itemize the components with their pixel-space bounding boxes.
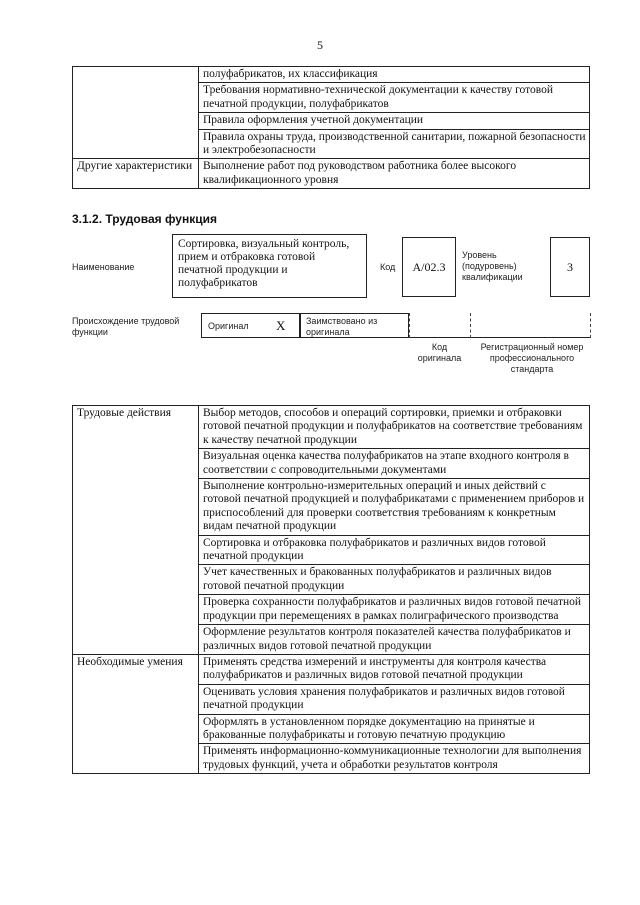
labor-action-item: Сортировка и отбраковка полуфабрикатов и различных видов готовой печатной продукции bbox=[199, 535, 590, 565]
required-skill-item: Оценивать условия хранения полуфабрикатов и различных видов готовой печатной продукции bbox=[199, 684, 590, 714]
labor-action-item: Проверка сохранности полуфабрикатов и различных видов готовой печатной продукции при перемещениях в рамках полиграфического производства bbox=[199, 595, 590, 625]
original-code-caption: Код оригинала bbox=[417, 342, 462, 363]
table-row bbox=[73, 67, 590, 83]
section-title: 3.1.2. Трудовая функция bbox=[72, 212, 217, 226]
original-code-cell bbox=[409, 313, 470, 338]
code-label: Код bbox=[380, 262, 396, 272]
table-value-cell: Правила охраны труда, производственной санитарии, пожарной безопасности и электробезопасности bbox=[199, 129, 590, 159]
divider bbox=[470, 313, 471, 338]
table-row bbox=[73, 159, 590, 189]
requirements-table-continued bbox=[72, 66, 590, 189]
function-name-box: Сортировка, визуальный контроль, прием и отбраковка готовой печатной продукции и полуфабрикатов bbox=[172, 234, 367, 298]
original-mark: X bbox=[276, 318, 286, 333]
qualification-level-label: Уровень (подуровень) квалификации bbox=[462, 250, 523, 282]
table-value-cell: полуфабрикатов, их классификация bbox=[199, 67, 590, 83]
labor-function-table bbox=[72, 405, 590, 774]
divider bbox=[590, 313, 591, 338]
original-label: Оригинал bbox=[208, 321, 249, 331]
required-skill-item: Применять информационно-коммуникационные технологии для выполнения трудовых функций, учета и обработки результатов контроля bbox=[199, 744, 590, 774]
required-skill-item: Оформлять в установленном порядке документацию на принятые и бракованные полуфабрикаты и готовую печатную продукцию bbox=[199, 714, 590, 744]
registration-number-caption: Регистрационный номер профессионального стандарта bbox=[480, 342, 584, 374]
labor-action-item: Выполнение контрольно-измерительных операций и иных действий с готовой печатной продукцией и полуфабрикатами с применением приборов и приспособлений для проверки соответствия требованиям к конкретным видам печатной продукции bbox=[199, 479, 590, 536]
labor-action-item: Оформление результатов контроля показателей качества полуфабрикатов и различных видов готовой печатной продукции bbox=[199, 625, 590, 655]
table-value-cell: Правила оформления учетной документации bbox=[199, 113, 590, 129]
table-row bbox=[73, 654, 590, 684]
table-value-cell: Требования нормативно-технической документации к качеству готовой печатной продукции, полуфабрикатов bbox=[199, 83, 590, 113]
table-label-cell bbox=[73, 67, 199, 159]
other-characteristics-label: Другие характеристики bbox=[73, 159, 199, 189]
labor-action-item: Выбор методов, способов и операций сортировки, приемки и отбраковки готовой печатной продукции и полуфабрикатов на соответствие требованиям к качеству печатной продукции bbox=[199, 406, 590, 449]
name-label: Наименование bbox=[72, 262, 135, 272]
labor-action-item: Учет качественных и бракованных полуфабрикатов и различных видов готовой печатной продукции bbox=[199, 565, 590, 595]
function-code-box: A/02.3 bbox=[402, 237, 456, 297]
qualification-level-box: 3 bbox=[550, 237, 590, 297]
divider bbox=[409, 313, 410, 338]
page-number: 5 bbox=[317, 38, 323, 52]
required-skills-label: Необходимые умения bbox=[73, 654, 199, 773]
table-row bbox=[73, 406, 590, 449]
original-cell bbox=[201, 313, 300, 338]
borrowed-label: Заимствовано из оригинала bbox=[306, 316, 378, 337]
required-skill-item: Применять средства измерений и инструменты для контроля качества полуфабрикатов и различных видов готовой печатной продукции bbox=[199, 654, 590, 684]
other-characteristics-value: Выполнение работ под руководством работника более высокого квалификационного уровня bbox=[199, 159, 590, 189]
registration-number-cell bbox=[470, 313, 590, 338]
origin-label: Происхождение трудовой функции bbox=[72, 316, 180, 337]
borrowed-cell bbox=[300, 313, 409, 338]
labor-action-item: Визуальная оценка качества полуфабрикатов на этапе входного контроля в соответствии с сопроводительными документами bbox=[199, 449, 590, 479]
labor-actions-label: Трудовые действия bbox=[73, 406, 199, 655]
